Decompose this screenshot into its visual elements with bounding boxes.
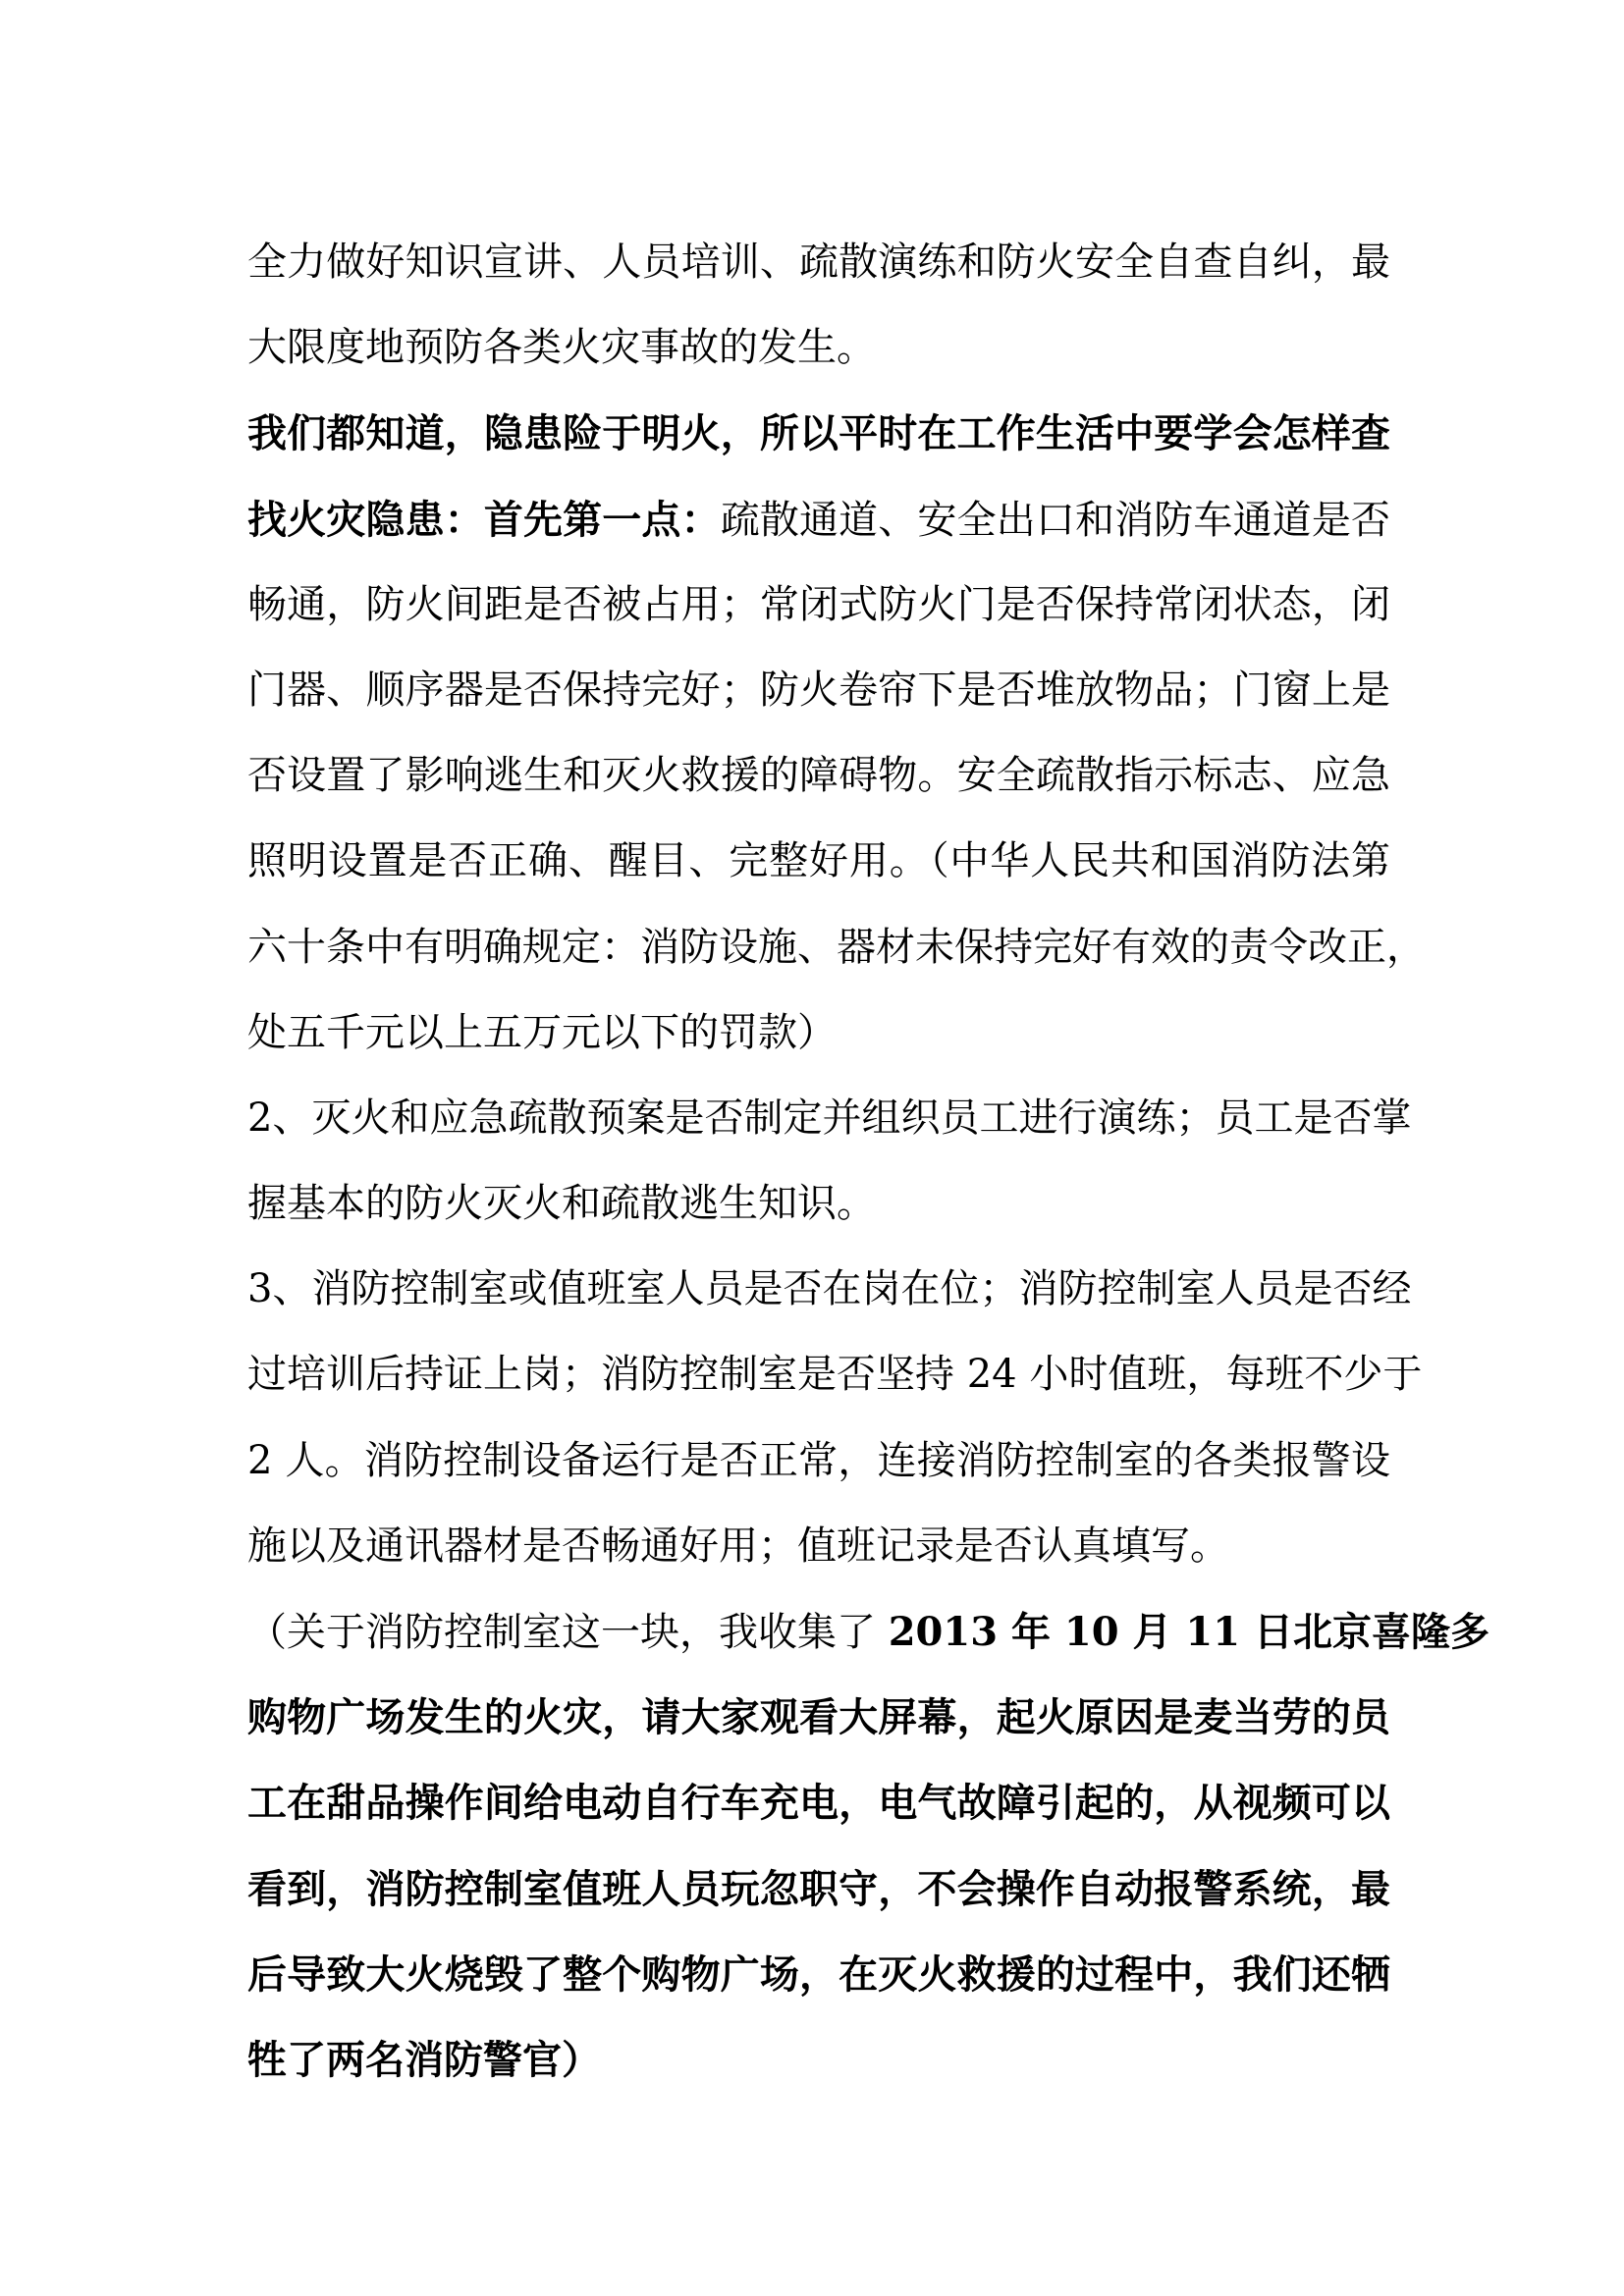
text-segment: 六十条中有明确规定：消防设施、器材未保持完好有效的责令改正， — [247, 924, 1426, 970]
bold-text-segment: 后导致大火烧毁了整个购物广场，在灭火救援的过程中，我们还牺 — [247, 1950, 1390, 1998]
text-line — [247, 733, 1390, 819]
text-segment: 畅通，防火间距是否被占用；常闭式防火门是否保持常闭状态，闭 — [247, 581, 1390, 627]
text-segment: 握基本的防火灭火和疏散逃生知识。 — [247, 1181, 876, 1227]
text-line — [247, 562, 1390, 648]
text-segment: 全力做好知识宣讲、人员培训、疏散演练和防火安全自查自纠，最 — [247, 240, 1390, 285]
text-segment: 处五千元以上五万元以下的罚款） — [247, 1009, 837, 1055]
text-segment: 2、灭火和应急疏散预案是否制定并组织员工进行演练；员工是否掌 — [247, 1095, 1412, 1141]
text-line — [247, 305, 1390, 391]
bold-text-segment: 购物广场发生的火灾，请大家观看大屏幕，起火原因是麦当劳的员 — [247, 1694, 1390, 1741]
bold-text-segment: 我们都知道，隐患险于明火，所以平时在工作生活中要学会怎样查 — [247, 410, 1390, 457]
bold-text-segment: 看到，消防控制室值班人员玩忽职守，不会操作自动报警系统，最 — [247, 1865, 1390, 1912]
text-line — [247, 990, 1390, 1076]
text-line — [247, 477, 1390, 562]
text-segment: 大限度地预防各类火灾事故的发生。 — [247, 325, 876, 371]
text-line — [247, 1504, 1390, 1589]
text-line — [247, 1161, 1390, 1247]
text-line — [247, 1076, 1412, 1161]
bold-text-segment: 工在甜品操作间给电动自行车充电，电气故障引起的，从视频可以 — [247, 1780, 1390, 1827]
bold-text-segment: 牲了两名消防警官） — [247, 2036, 601, 2083]
text-line — [247, 391, 1390, 476]
bold-text-segment: 找火灾隐患：首先第一点： — [247, 496, 721, 543]
text-segment: （关于消防控制室这一块，我收集了 — [247, 1610, 889, 1655]
text-segment: 3、消防控制室或值班室人员是否在岗在位；消防控制室人员是否经 — [247, 1266, 1412, 1312]
text-segment: 过培训后持证上岗；消防控制室是否坚持 24 小时值班，每班不少于 — [247, 1352, 1423, 1398]
text-segment: 疏散通道、安全出口和消防车通道是否 — [720, 497, 1391, 543]
text-line — [247, 1589, 1490, 1675]
text-segment: 照明设置是否正确、醒目、完整好用。（中华人民共和国消防法第 — [247, 838, 1390, 884]
text-line — [247, 1760, 1390, 1845]
text-line — [247, 220, 1390, 305]
text-line — [247, 905, 1426, 990]
bold-text-segment: 2013 年 10 月 11 日北京喜隆多 — [888, 1609, 1490, 1655]
document-body — [247, 220, 1490, 2103]
text-line — [247, 648, 1390, 733]
text-line — [247, 1418, 1390, 1504]
text-segment: 施以及通讯器材是否畅通好用；值班记录是否认真填写。 — [247, 1522, 1229, 1569]
text-line — [247, 819, 1390, 904]
text-line — [247, 1675, 1390, 1760]
text-line — [247, 2017, 1390, 2103]
text-segment: 否设置了影响逃生和灭火救援的障碍物。安全疏散指示标志、应急 — [247, 753, 1390, 799]
text-segment: 2 人。消防控制设备运行是否正常，连接消防控制室的各类报警设 — [247, 1437, 1390, 1483]
text-line — [247, 1846, 1390, 1932]
text-line — [247, 1932, 1390, 2017]
text-line — [247, 1247, 1412, 1332]
text-line — [247, 1332, 1423, 1417]
text-segment: 门器、顺序器是否保持完好；防火卷帘下是否堆放物品；门窗上是 — [247, 667, 1390, 713]
